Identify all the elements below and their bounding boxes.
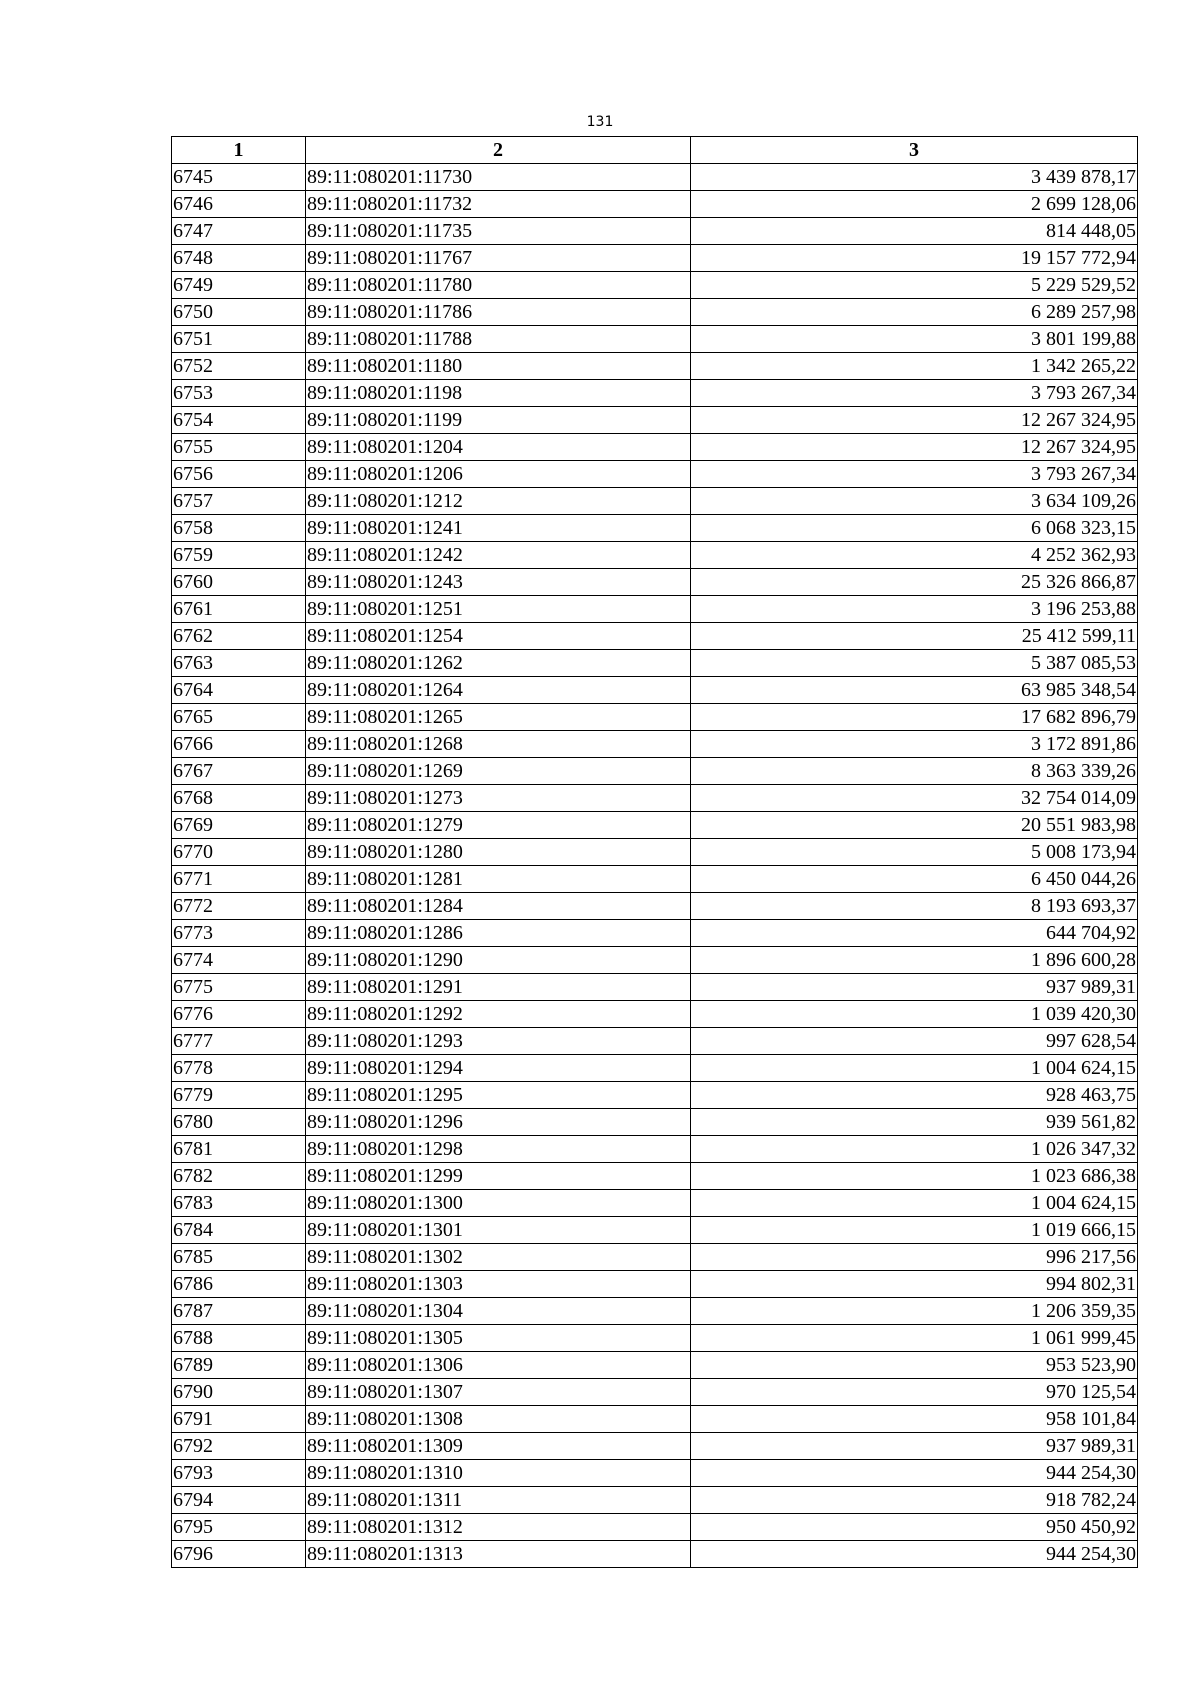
- cadastral-number-cell: 89:11:080201:1298: [306, 1136, 691, 1163]
- amount-cell: 12 267 324,95: [691, 407, 1138, 434]
- table-row: [172, 353, 1138, 380]
- cadastral-number-cell: 89:11:080201:1265: [306, 704, 691, 731]
- row-number-cell: 6789: [172, 1352, 306, 1379]
- row-number-cell: 6791: [172, 1406, 306, 1433]
- table-row: [172, 974, 1138, 1001]
- table-row: [172, 1352, 1138, 1379]
- table-row: [172, 1433, 1138, 1460]
- row-number-cell: 6776: [172, 1001, 306, 1028]
- amount-cell: 8 363 339,26: [691, 758, 1138, 785]
- cadastral-number-cell: 89:11:080201:11780: [306, 272, 691, 299]
- amount-cell: 1 206 359,35: [691, 1298, 1138, 1325]
- row-number-cell: 6794: [172, 1487, 306, 1514]
- table-row: [172, 1271, 1138, 1298]
- table-row: [172, 731, 1138, 758]
- amount-cell: 25 326 866,87: [691, 569, 1138, 596]
- table-row: [172, 1379, 1138, 1406]
- row-number-cell: 6772: [172, 893, 306, 920]
- cadastral-number-cell: 89:11:080201:1281: [306, 866, 691, 893]
- cadastral-number-cell: 89:11:080201:1284: [306, 893, 691, 920]
- table-row: [172, 1244, 1138, 1271]
- table-row: [172, 380, 1138, 407]
- table-row: [172, 623, 1138, 650]
- row-number-cell: 6755: [172, 434, 306, 461]
- row-number-cell: 6770: [172, 839, 306, 866]
- cadastral-number-cell: 89:11:080201:1264: [306, 677, 691, 704]
- cadastral-number-cell: 89:11:080201:11732: [306, 191, 691, 218]
- row-number-cell: 6788: [172, 1325, 306, 1352]
- row-number-cell: 6769: [172, 812, 306, 839]
- amount-cell: 5 387 085,53: [691, 650, 1138, 677]
- cadastral-number-cell: 89:11:080201:1302: [306, 1244, 691, 1271]
- cadastral-number-cell: 89:11:080201:11730: [306, 164, 691, 191]
- cadastral-number-cell: 89:11:080201:1269: [306, 758, 691, 785]
- row-number-cell: 6761: [172, 596, 306, 623]
- amount-cell: 6 289 257,98: [691, 299, 1138, 326]
- amount-cell: 970 125,54: [691, 1379, 1138, 1406]
- amount-cell: 1 004 624,15: [691, 1055, 1138, 1082]
- row-number-cell: 6760: [172, 569, 306, 596]
- cadastral-number-cell: 89:11:080201:1307: [306, 1379, 691, 1406]
- table-row: [172, 812, 1138, 839]
- table-row: [172, 1001, 1138, 1028]
- cadastral-number-cell: 89:11:080201:11767: [306, 245, 691, 272]
- amount-cell: 918 782,24: [691, 1487, 1138, 1514]
- table-row: [172, 245, 1138, 272]
- table-row: [172, 1190, 1138, 1217]
- table-row: [172, 839, 1138, 866]
- row-number-cell: 6749: [172, 272, 306, 299]
- row-number-cell: 6793: [172, 1460, 306, 1487]
- cadastral-number-cell: 89:11:080201:1290: [306, 947, 691, 974]
- row-number-cell: 6757: [172, 488, 306, 515]
- cadastral-number-cell: 89:11:080201:1311: [306, 1487, 691, 1514]
- table-row: [172, 704, 1138, 731]
- row-number-cell: 6790: [172, 1379, 306, 1406]
- cadastral-number-cell: 89:11:080201:1286: [306, 920, 691, 947]
- cadastral-number-cell: 89:11:080201:1279: [306, 812, 691, 839]
- cadastral-number-cell: 89:11:080201:1313: [306, 1541, 691, 1568]
- table-row: [172, 515, 1138, 542]
- cadastral-number-cell: 89:11:080201:1301: [306, 1217, 691, 1244]
- table-row: [172, 407, 1138, 434]
- row-number-cell: 6779: [172, 1082, 306, 1109]
- table-row: [172, 1298, 1138, 1325]
- cadastral-number-cell: 89:11:080201:1206: [306, 461, 691, 488]
- cadastral-number-cell: 89:11:080201:1309: [306, 1433, 691, 1460]
- cadastral-number-cell: 89:11:080201:1300: [306, 1190, 691, 1217]
- table-row: [172, 1217, 1138, 1244]
- amount-cell: 944 254,30: [691, 1460, 1138, 1487]
- row-number-cell: 6756: [172, 461, 306, 488]
- cadastral-number-cell: 89:11:080201:1199: [306, 407, 691, 434]
- cadastral-number-cell: 89:11:080201:1310: [306, 1460, 691, 1487]
- row-number-cell: 6765: [172, 704, 306, 731]
- amount-cell: 814 448,05: [691, 218, 1138, 245]
- row-number-cell: 6792: [172, 1433, 306, 1460]
- table-row: [172, 596, 1138, 623]
- amount-cell: 12 267 324,95: [691, 434, 1138, 461]
- row-number-cell: 6774: [172, 947, 306, 974]
- table-row: [172, 1136, 1138, 1163]
- row-number-cell: 6768: [172, 785, 306, 812]
- cadastral-number-cell: 89:11:080201:11735: [306, 218, 691, 245]
- table-row: [172, 1028, 1138, 1055]
- amount-cell: 958 101,84: [691, 1406, 1138, 1433]
- table-row: [172, 893, 1138, 920]
- table-row: [172, 272, 1138, 299]
- cadastral-number-cell: 89:11:080201:1308: [306, 1406, 691, 1433]
- amount-cell: 939 561,82: [691, 1109, 1138, 1136]
- amount-cell: 937 989,31: [691, 974, 1138, 1001]
- row-number-cell: 6783: [172, 1190, 306, 1217]
- table-row: [172, 1406, 1138, 1433]
- table-row: [172, 947, 1138, 974]
- cadastral-number-cell: 89:11:080201:1305: [306, 1325, 691, 1352]
- row-number-cell: 6778: [172, 1055, 306, 1082]
- table-row: [172, 488, 1138, 515]
- row-number-cell: 6750: [172, 299, 306, 326]
- cadastral-number-cell: 89:11:080201:1299: [306, 1163, 691, 1190]
- row-number-cell: 6754: [172, 407, 306, 434]
- amount-cell: 4 252 362,93: [691, 542, 1138, 569]
- table-row: [172, 1163, 1138, 1190]
- amount-cell: 944 254,30: [691, 1541, 1138, 1568]
- amount-cell: 1 061 999,45: [691, 1325, 1138, 1352]
- cadastral-number-cell: 89:11:080201:1268: [306, 731, 691, 758]
- cadastral-number-cell: 89:11:080201:1292: [306, 1001, 691, 1028]
- cadastral-number-cell: 89:11:080201:11788: [306, 326, 691, 353]
- table-row: [172, 326, 1138, 353]
- amount-cell: 994 802,31: [691, 1271, 1138, 1298]
- row-number-cell: 6782: [172, 1163, 306, 1190]
- amount-cell: 1 342 265,22: [691, 353, 1138, 380]
- cadastral-number-cell: 89:11:080201:1254: [306, 623, 691, 650]
- table-row: [172, 434, 1138, 461]
- amount-cell: 6 068 323,15: [691, 515, 1138, 542]
- table-row: [172, 785, 1138, 812]
- table-row: [172, 1460, 1138, 1487]
- amount-cell: 950 450,92: [691, 1514, 1138, 1541]
- amount-cell: 63 985 348,54: [691, 677, 1138, 704]
- row-number-cell: 6762: [172, 623, 306, 650]
- amount-cell: 937 989,31: [691, 1433, 1138, 1460]
- table-row: [172, 191, 1138, 218]
- row-number-cell: 6781: [172, 1136, 306, 1163]
- cadastral-number-cell: 89:11:080201:1198: [306, 380, 691, 407]
- amount-cell: 1 896 600,28: [691, 947, 1138, 974]
- table-row: [172, 758, 1138, 785]
- amount-cell: 1 026 347,32: [691, 1136, 1138, 1163]
- cadastral-number-cell: 89:11:080201:1243: [306, 569, 691, 596]
- row-number-cell: 6773: [172, 920, 306, 947]
- cadastral-number-cell: 89:11:080201:1262: [306, 650, 691, 677]
- row-number-cell: 6751: [172, 326, 306, 353]
- cadastral-number-cell: 89:11:080201:1273: [306, 785, 691, 812]
- cadastral-number-cell: 89:11:080201:1294: [306, 1055, 691, 1082]
- amount-cell: 25 412 599,11: [691, 623, 1138, 650]
- table-row: [172, 218, 1138, 245]
- table-row: [172, 461, 1138, 488]
- row-number-cell: 6786: [172, 1271, 306, 1298]
- column-header-1: 1: [172, 137, 306, 164]
- cadastral-number-cell: 89:11:080201:1241: [306, 515, 691, 542]
- row-number-cell: 6796: [172, 1541, 306, 1568]
- amount-cell: 3 793 267,34: [691, 461, 1138, 488]
- cadastral-number-cell: 89:11:080201:1251: [306, 596, 691, 623]
- amount-cell: 644 704,92: [691, 920, 1138, 947]
- amount-cell: 5 229 529,52: [691, 272, 1138, 299]
- table-row: [172, 1082, 1138, 1109]
- amount-cell: 19 157 772,94: [691, 245, 1138, 272]
- row-number-cell: 6752: [172, 353, 306, 380]
- amount-cell: 3 793 267,34: [691, 380, 1138, 407]
- row-number-cell: 6759: [172, 542, 306, 569]
- cadastral-number-cell: 89:11:080201:1312: [306, 1514, 691, 1541]
- row-number-cell: 6795: [172, 1514, 306, 1541]
- row-number-cell: 6747: [172, 218, 306, 245]
- amount-cell: 3 439 878,17: [691, 164, 1138, 191]
- row-number-cell: 6763: [172, 650, 306, 677]
- amount-cell: 1 039 420,30: [691, 1001, 1138, 1028]
- row-number-cell: 6764: [172, 677, 306, 704]
- table-row: [172, 1055, 1138, 1082]
- cadastral-number-cell: 89:11:080201:1291: [306, 974, 691, 1001]
- row-number-cell: 6777: [172, 1028, 306, 1055]
- amount-cell: 1 023 686,38: [691, 1163, 1138, 1190]
- cadastral-number-cell: 89:11:080201:1295: [306, 1082, 691, 1109]
- amount-cell: 8 193 693,37: [691, 893, 1138, 920]
- row-number-cell: 6766: [172, 731, 306, 758]
- table-row: [172, 1325, 1138, 1352]
- table-row: [172, 1109, 1138, 1136]
- cadastral-number-cell: 89:11:080201:1306: [306, 1352, 691, 1379]
- table-row: [172, 677, 1138, 704]
- table-row: [172, 1541, 1138, 1568]
- cadastral-number-cell: 89:11:080201:1180: [306, 353, 691, 380]
- cadastral-number-cell: 89:11:080201:11786: [306, 299, 691, 326]
- amount-cell: 928 463,75: [691, 1082, 1138, 1109]
- amount-cell: 3 634 109,26: [691, 488, 1138, 515]
- cadastral-number-cell: 89:11:080201:1304: [306, 1298, 691, 1325]
- amount-cell: 1 019 666,15: [691, 1217, 1138, 1244]
- page-number: 131: [586, 114, 614, 130]
- row-number-cell: 6753: [172, 380, 306, 407]
- row-number-cell: 6785: [172, 1244, 306, 1271]
- cadastral-number-cell: 89:11:080201:1212: [306, 488, 691, 515]
- amount-cell: 997 628,54: [691, 1028, 1138, 1055]
- row-number-cell: 6775: [172, 974, 306, 1001]
- amount-cell: 6 450 044,26: [691, 866, 1138, 893]
- table-row: [172, 164, 1138, 191]
- amount-cell: 3 196 253,88: [691, 596, 1138, 623]
- row-number-cell: 6748: [172, 245, 306, 272]
- header-row: [172, 137, 1138, 164]
- row-number-cell: 6780: [172, 1109, 306, 1136]
- cadastral-number-cell: 89:11:080201:1296: [306, 1109, 691, 1136]
- row-number-cell: 6787: [172, 1298, 306, 1325]
- table-header: [172, 137, 1138, 164]
- cadastral-number-cell: 89:11:080201:1303: [306, 1271, 691, 1298]
- amount-cell: 3 801 199,88: [691, 326, 1138, 353]
- amount-cell: 32 754 014,09: [691, 785, 1138, 812]
- row-number-cell: 6746: [172, 191, 306, 218]
- cadastral-number-cell: 89:11:080201:1280: [306, 839, 691, 866]
- cadastral-number-cell: 89:11:080201:1204: [306, 434, 691, 461]
- amount-cell: 20 551 983,98: [691, 812, 1138, 839]
- amount-cell: 17 682 896,79: [691, 704, 1138, 731]
- column-header-3: 3: [691, 137, 1138, 164]
- table-row: [172, 299, 1138, 326]
- table-row: [172, 920, 1138, 947]
- column-header-2: 2: [306, 137, 691, 164]
- amount-cell: 3 172 891,86: [691, 731, 1138, 758]
- row-number-cell: 6758: [172, 515, 306, 542]
- amount-cell: 996 217,56: [691, 1244, 1138, 1271]
- cadastral-number-cell: 89:11:080201:1242: [306, 542, 691, 569]
- table-row: [172, 866, 1138, 893]
- table-row: [172, 1487, 1138, 1514]
- table-row: [172, 569, 1138, 596]
- amount-cell: 1 004 624,15: [691, 1190, 1138, 1217]
- amount-cell: 5 008 173,94: [691, 839, 1138, 866]
- row-number-cell: 6771: [172, 866, 306, 893]
- data-table: [171, 136, 1138, 1568]
- amount-cell: 2 699 128,06: [691, 191, 1138, 218]
- row-number-cell: 6745: [172, 164, 306, 191]
- cadastral-number-cell: 89:11:080201:1293: [306, 1028, 691, 1055]
- row-number-cell: 6767: [172, 758, 306, 785]
- table-row: [172, 542, 1138, 569]
- table-row: [172, 1514, 1138, 1541]
- table-body: [172, 164, 1138, 1568]
- amount-cell: 953 523,90: [691, 1352, 1138, 1379]
- row-number-cell: 6784: [172, 1217, 306, 1244]
- table-row: [172, 650, 1138, 677]
